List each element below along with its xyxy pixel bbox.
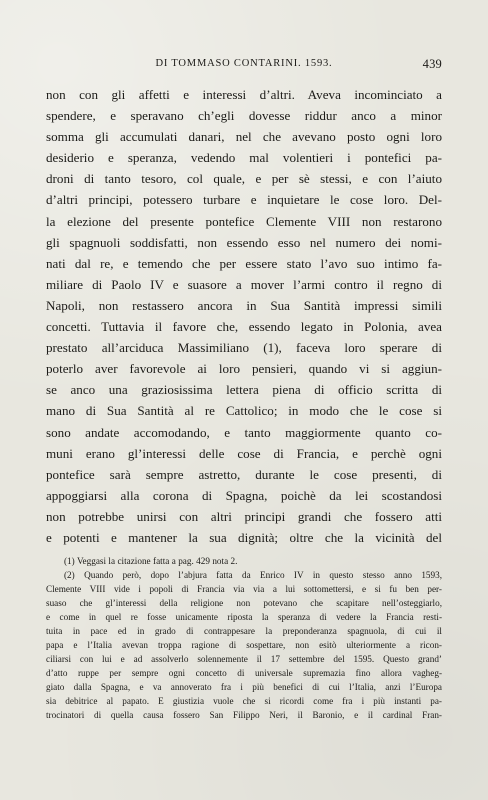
- footnote-line: tuita in pace ed in grado di contrappesare la preponderanza spagnuola, di cui il: [46, 626, 442, 636]
- page-number: 439: [422, 57, 442, 71]
- footnote-line: ciliarsi con lui e ad assolverlo solennemente il 17 settembre del 1595. Questo grand’: [46, 654, 442, 664]
- main-text-line: sono andate accomodando, e tanto maggiormente quanto co-: [46, 424, 442, 440]
- footnote-line: suaso che gl’interessi della religione non potevano che scapitare nell’osteggiarlo,: [46, 598, 442, 608]
- main-text-line: mano di Sua Santità al re Cattolico; in modo che le cose si: [46, 403, 442, 419]
- main-text-line: pontefice sarà sempre astretto, durante le cose presenti, di: [46, 466, 442, 482]
- footnote-line: e come in quel re fosse unicamente riposta la speranza di vedere la Francia resti-: [46, 612, 442, 622]
- main-text-line: se anco una graziosissima lettera piena di officio scritta di: [46, 382, 442, 398]
- main-text-line: appoggiarsi alla corona di Spagna, poichè da lei scostandosi: [46, 487, 442, 503]
- main-text-line: concetti. Tuttavia il favore che, essendo legato in Polonia, avea: [46, 319, 442, 335]
- main-text-line: spendere, e speravano ch’egli dovesse riddur anco a minor: [46, 108, 442, 124]
- main-text-line: droni di tanto tesoro, col quale, e per sè stessi, e con l’aiuto: [46, 171, 442, 187]
- footnote-line: Clemente VIII vide i popoli di Francia via via a lui sottomettersi, e si fu ben per-: [46, 584, 442, 594]
- main-text-line: e potenti e mantener la sua dignità; oltre che la vicinità del: [46, 529, 442, 545]
- main-text-line: miliare di Paolo IV e suasore a mover l’armi contro il regno di: [46, 276, 442, 292]
- footnote-line: giato dalla Spagna, e va annoverato fra i più benefici di cui l’Italia, anzi l’Europa: [46, 682, 442, 692]
- main-text-line: poterlo aver favorevole ai loro pensieri, quando vi si aggiun-: [46, 361, 442, 377]
- footnotes: [46, 548, 442, 738]
- footnote-line: d’atto ruppe per sempre ogni concetto di universale supremazia fino allora vagheg-: [46, 668, 442, 678]
- main-text-line: somma gli accumulati danari, nel che avevano posto ogni loro: [46, 129, 442, 145]
- footnote-line: (1) Veggasi la citazione fatta a pag. 429 nota 2.: [64, 556, 238, 566]
- main-text-line: Napoli, non restassero ancora in Sua Santità impressi simili: [46, 297, 442, 313]
- main-text-line: desiderio e speranza, vedendo mal volentieri i pontefici pa-: [46, 150, 442, 166]
- main-text-line: nati dal re, e temendo che per essere stato l’avo suo intimo fa-: [46, 255, 442, 271]
- footnote-line: (2) Quando però, dopo l’abjura fatta da Enrico IV in questo stesso anno 1593,: [64, 570, 442, 580]
- running-head: [46, 58, 442, 76]
- main-text-line: la elezione del presente pontefice Clemente VIII non restarono: [46, 213, 442, 229]
- main-text-line: prestato all’arciduca Massimiliano (1), faceva loro sperare di: [46, 340, 442, 356]
- footnote-line: sia debitrice al papato. E giustizia vuole che si ricordi come fra i più instanti pa-: [46, 696, 442, 706]
- running-title: DI TOMMASO CONTARINI. 1593.: [155, 58, 333, 69]
- main-text: [46, 84, 442, 548]
- footnote-line: papa e l’Italia avevan troppa ragione di sospettare, non esitò ulteriormente a ricon-: [46, 640, 442, 650]
- main-text-line: muni erano gl’interessi delle cose di Francia, e perchè ogni: [46, 445, 442, 461]
- main-text-line: gli spagnuoli soddisfatti, non essendo esso nel numero dei nomi-: [46, 234, 442, 250]
- main-text-line: d’altri principi, potessero turbare e inquietare le cose loro. Del-: [46, 192, 442, 208]
- main-text-line: non con gli affetti e interessi d’altri. Aveva incominciato a: [46, 87, 442, 102]
- main-text-line: non potrebbe unirsi con altri principi grandi che fossero atti: [46, 508, 442, 524]
- footnote-line: trocinatori di quella causa fossero San Filippo Neri, il Baronio, e il cardinal Fran-: [46, 710, 442, 720]
